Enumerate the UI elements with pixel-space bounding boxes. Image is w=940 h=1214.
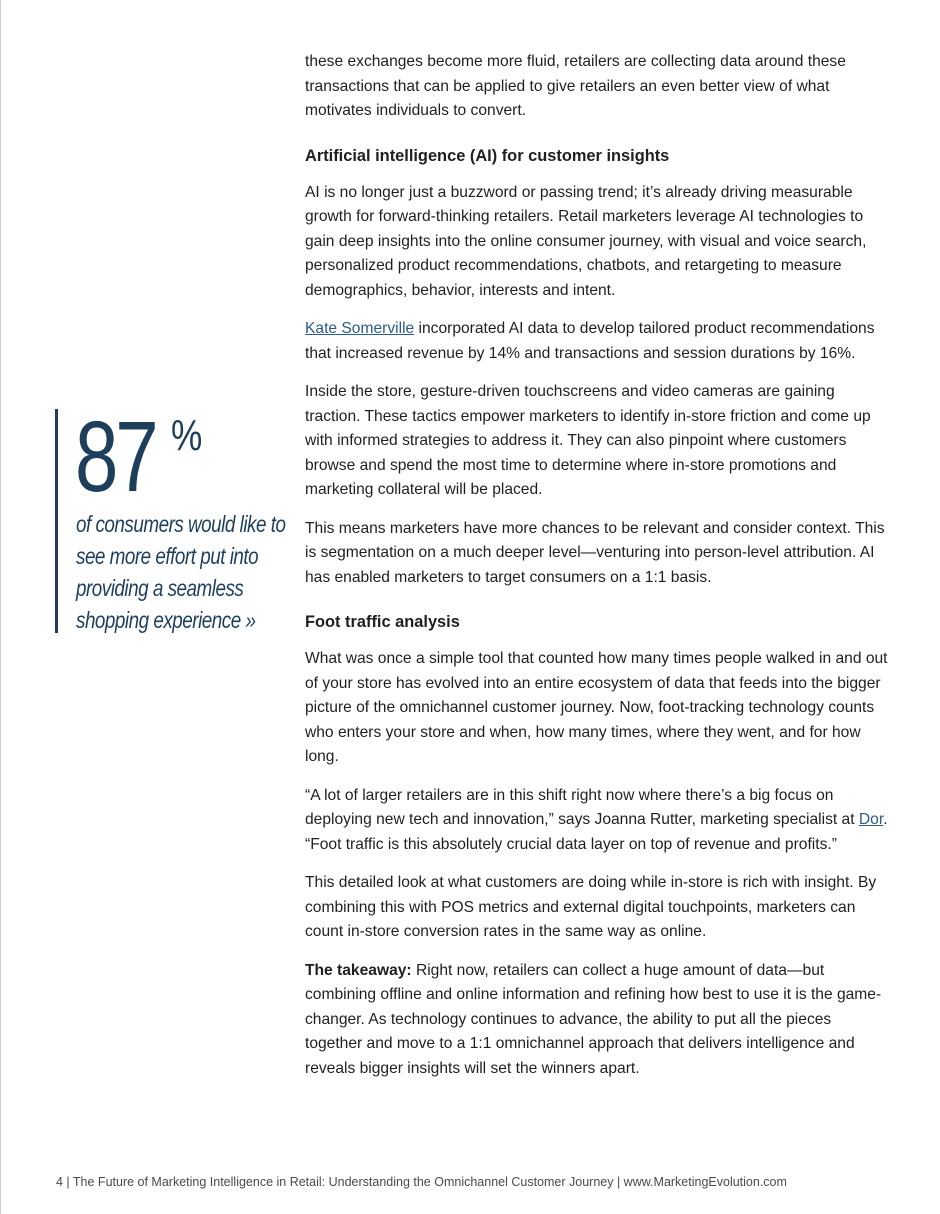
callout-stat-number: 87 <box>75 401 156 513</box>
paragraph: This means marketers have more chances to be relevant and consider context. This is segmentation on a much deeper level—venturing into person-level attribution. AI has enabled marketers to target consumers on a 1:1 basis. <box>305 519 885 586</box>
callout-accent-bar <box>55 409 58 633</box>
paragraph: these exchanges become more fluid, retailers are collecting data around these transactions that can be applied to give retailers an even better view of what motivates individuals to convert. <box>305 53 846 119</box>
kate-somerville-link[interactable]: Kate Somerville <box>305 320 415 337</box>
quote-text: “A lot of larger retailers are in this shift right now where there’s a big focus on deploying new tech and innovation,” says Joanna Rutter, marketing specialist at <box>305 786 859 828</box>
section-heading-ai: Artificial intelligence (AI) for customer insights <box>305 146 670 165</box>
takeaway-text: Right now, retailers can collect a huge amount of data—but combining offline and online information and refining how best to use it is the game-changer. As technology continues to advance, the ability to put all the pieces together and move to a 1:1 omnichannel approach that delivers intelligence and reveals bigger insights will set the winners apart. <box>305 961 882 1077</box>
paragraph: Inside the store, gesture-driven touchscreens and video cameras are gaining traction. These tactics empower marketers to identify in-store friction and come up with informed strategies to address it. They can also pinpoint where customers browse and spend the most time to determine where in-store promotions and marketing collateral will be placed. <box>305 383 871 498</box>
takeaway-label: The takeaway: <box>305 961 412 979</box>
paragraph-text: incorporated AI data to develop tailored product recommendations that increased revenue by 14% and transactions and session durations by 16%. <box>305 320 875 362</box>
stat-callout <box>55 401 286 633</box>
section-heading-foot-traffic: Foot traffic analysis <box>305 613 460 631</box>
callout-stat-text: of consumers would like to see more effort put into providing a seamless shopping experience » <box>76 511 286 633</box>
callout-percent-sign: % <box>171 411 203 460</box>
page-footer: 4 | The Future of Marketing Intelligence in Retail: Understanding the Omnichannel Customer Journey | www.MarketingEvolution.com <box>56 1175 787 1189</box>
page-edge-rule <box>0 0 1 1214</box>
paragraph <box>305 317 890 366</box>
paragraph: What was once a simple tool that counted how many times people walked in and out of your store has evolved into an entire ecosystem of data that feeds into the bigger picture of the omnichannel customer journey. Now, foot-tracking technology counts who enters your store and when, how many times, where they went, and for how long. <box>305 650 888 765</box>
paragraph: AI is no longer just a buzzword or passing trend; it’s already driving measurable growth for forward-thinking retailers. Retail marketers leverage AI technologies to gain deep insights into the online consumer journey, with visual and voice search, personalized product recommendations, chatbots, and retargeting to measure demographics, behavior, interests and intent. <box>305 183 867 299</box>
takeaway-paragraph <box>305 959 890 1082</box>
article-body <box>305 50 890 1095</box>
dor-link[interactable]: Dor <box>858 811 884 828</box>
paragraph: This detailed look at what customers are doing while in-store is rich with insight. By combining this with POS metrics and external digital touchpoints, marketers can count in-store conversion rates in the same way as online. <box>305 874 877 940</box>
paragraph <box>305 784 890 858</box>
quote-text-end: . “Foot traffic is this absolutely crucial data layer on top of revenue and profits.” <box>305 811 888 853</box>
